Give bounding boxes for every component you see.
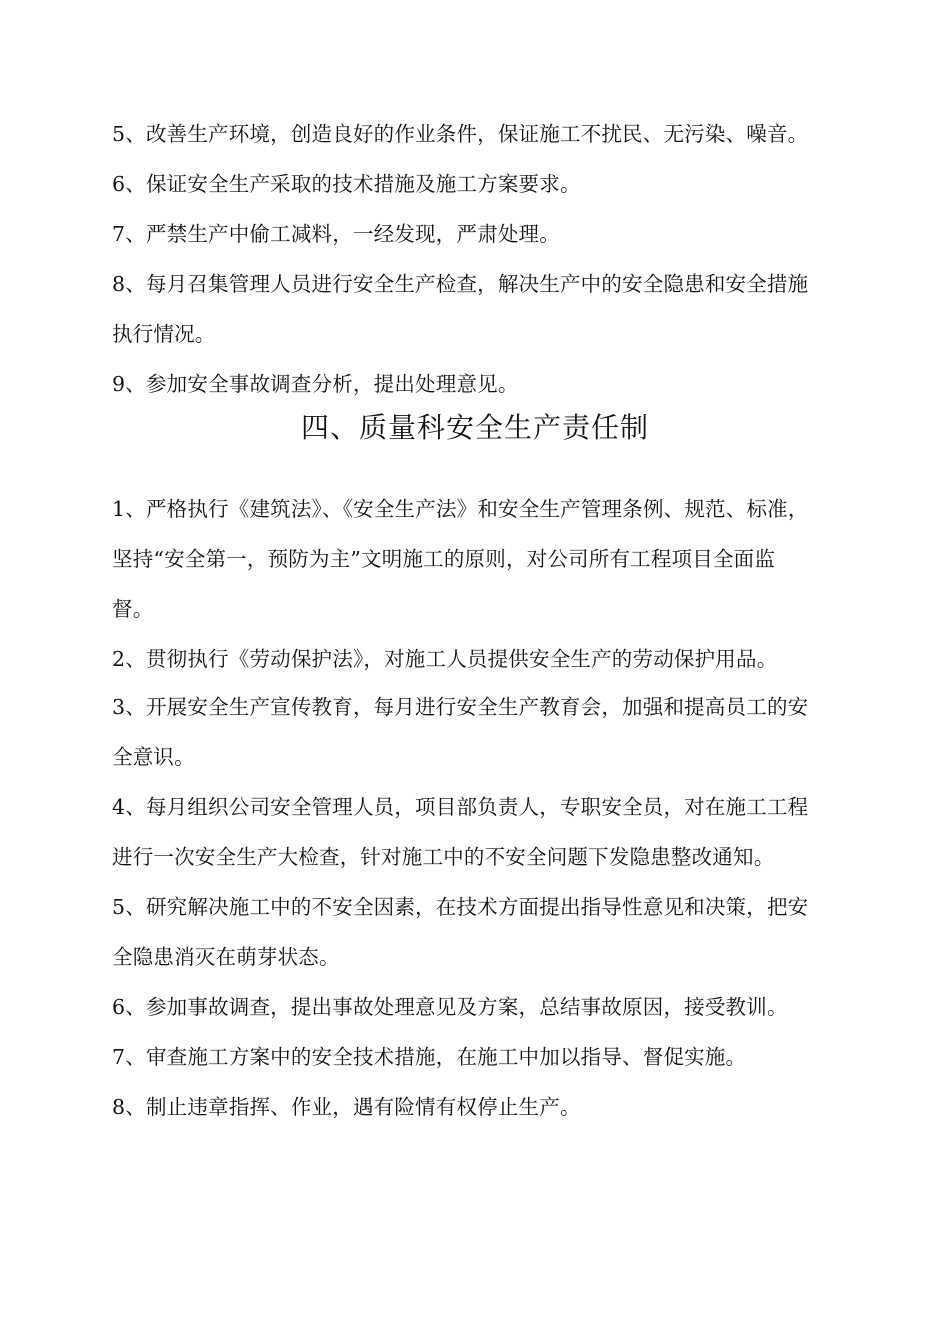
paragraph-line: 坚持“安全第一，预防为主”文明施工的原则，对公司所有工程项目全面监 [112,547,776,571]
paragraph-line: 3、开展安全生产宣传教育，每月进行安全生产教育会，加强和提高员工的安 [112,695,809,719]
paragraph-line: 2、贯彻执行《劳动保护法》，对施工人员提供安全生产的劳动保护用品。 [112,647,778,671]
paragraph-line: 全隐患消灭在萌芽状态。 [112,945,340,969]
paragraph-line: 全意识。 [112,745,195,769]
paragraph-line: 6、参加事故调查，提出事故处理意见及方案，总结事故原因，接受教训。 [112,995,788,1019]
paragraph-line: 1、严格执行《建筑法》、《安全生产法》和安全生产管理条例、规范、标准， [112,497,809,521]
paragraph-line: 7、审查施工方案中的安全技术措施，在施工中加以指导、督促实施。 [112,1045,747,1069]
paragraph-line: 进行一次安全生产大检查，针对施工中的不安全问题下发隐患整改通知。 [112,845,775,869]
paragraph-line: 5、改善生产环境，创造良好的作业条件，保证施工不扰民、无污染、噪音。 [112,122,809,146]
paragraph-line: 4、每月组织公司安全管理人员，项目部负责人，专职安全员，对在施工工程 [112,795,809,819]
paragraph-line: 督。 [112,597,154,621]
paragraph-line: 6、保证安全生产采取的技术措施及施工方案要求。 [112,172,581,196]
paragraph-line: 9、参加安全事故调查分析，提出处理意见。 [112,372,519,396]
section-heading: 四、质量科安全生产责任制 [300,411,649,444]
paragraph-line: 8、每月召集管理人员进行安全生产检查，解决生产中的安全隐患和安全措施 [112,272,809,296]
paragraph-line: 5、研究解决施工中的不安全因素，在技术方面提出指导性意见和决策，把安 [112,895,809,919]
paragraph-line: 执行情况。 [112,322,216,346]
paragraph-line: 7、严禁生产中偷工减料，一经发现，严肃处理。 [112,222,560,246]
paragraph-line: 8、制止违章指挥、作业，遇有险情有权停止生产。 [112,1095,581,1119]
